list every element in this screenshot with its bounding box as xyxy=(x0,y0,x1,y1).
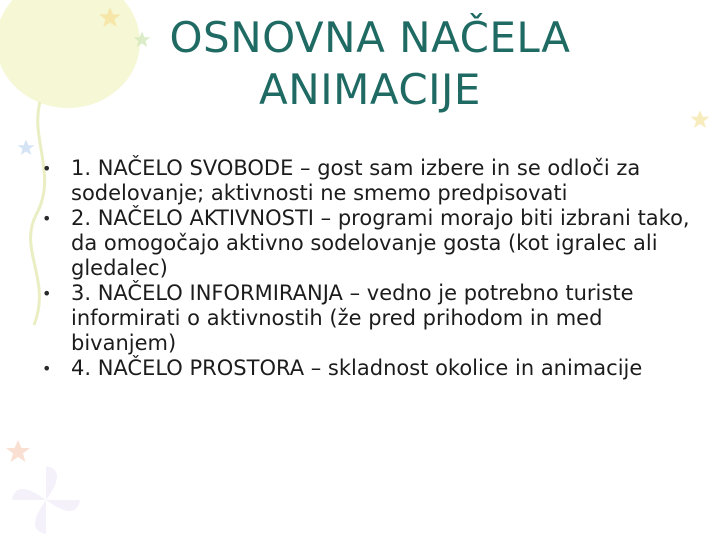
star-icon xyxy=(6,440,30,462)
bullet-icon: • xyxy=(42,284,52,303)
slide-title: OSNOVNA NAČELA ANIMACIJE xyxy=(169,13,571,114)
bullet-icon: • xyxy=(42,209,52,228)
list-item-text: 4. NAČELO PROSTORA – skladnost okolice in animacije xyxy=(71,356,643,380)
bullet-list xyxy=(40,156,690,381)
list-item xyxy=(40,206,690,281)
list-item-text: 1. NAČELO SVOBODE – gost sam izbere in se odloči za sodelovanje; aktivnosti ne smemo predpisovati xyxy=(71,156,641,205)
bullet-icon: • xyxy=(42,159,52,178)
list-item xyxy=(40,281,690,356)
star-icon xyxy=(18,140,35,155)
list-item-text: 3. NAČELO INFORMIRANJA – vedno je potrebno turiste informirati o aktivnostih (že pred prihodom in med bivanjem) xyxy=(71,281,634,355)
list-item-text: 2. NAČELO AKTIVNOSTI – programi morajo biti izbrani tako, da omogočajo aktivno sodelovanje gosta (kot igralec ali gledalec) xyxy=(71,206,690,280)
pinwheel-icon xyxy=(12,466,80,534)
list-item xyxy=(40,156,690,206)
star-icon xyxy=(690,110,709,128)
list-item xyxy=(40,356,690,381)
bullet-icon: • xyxy=(42,359,52,378)
